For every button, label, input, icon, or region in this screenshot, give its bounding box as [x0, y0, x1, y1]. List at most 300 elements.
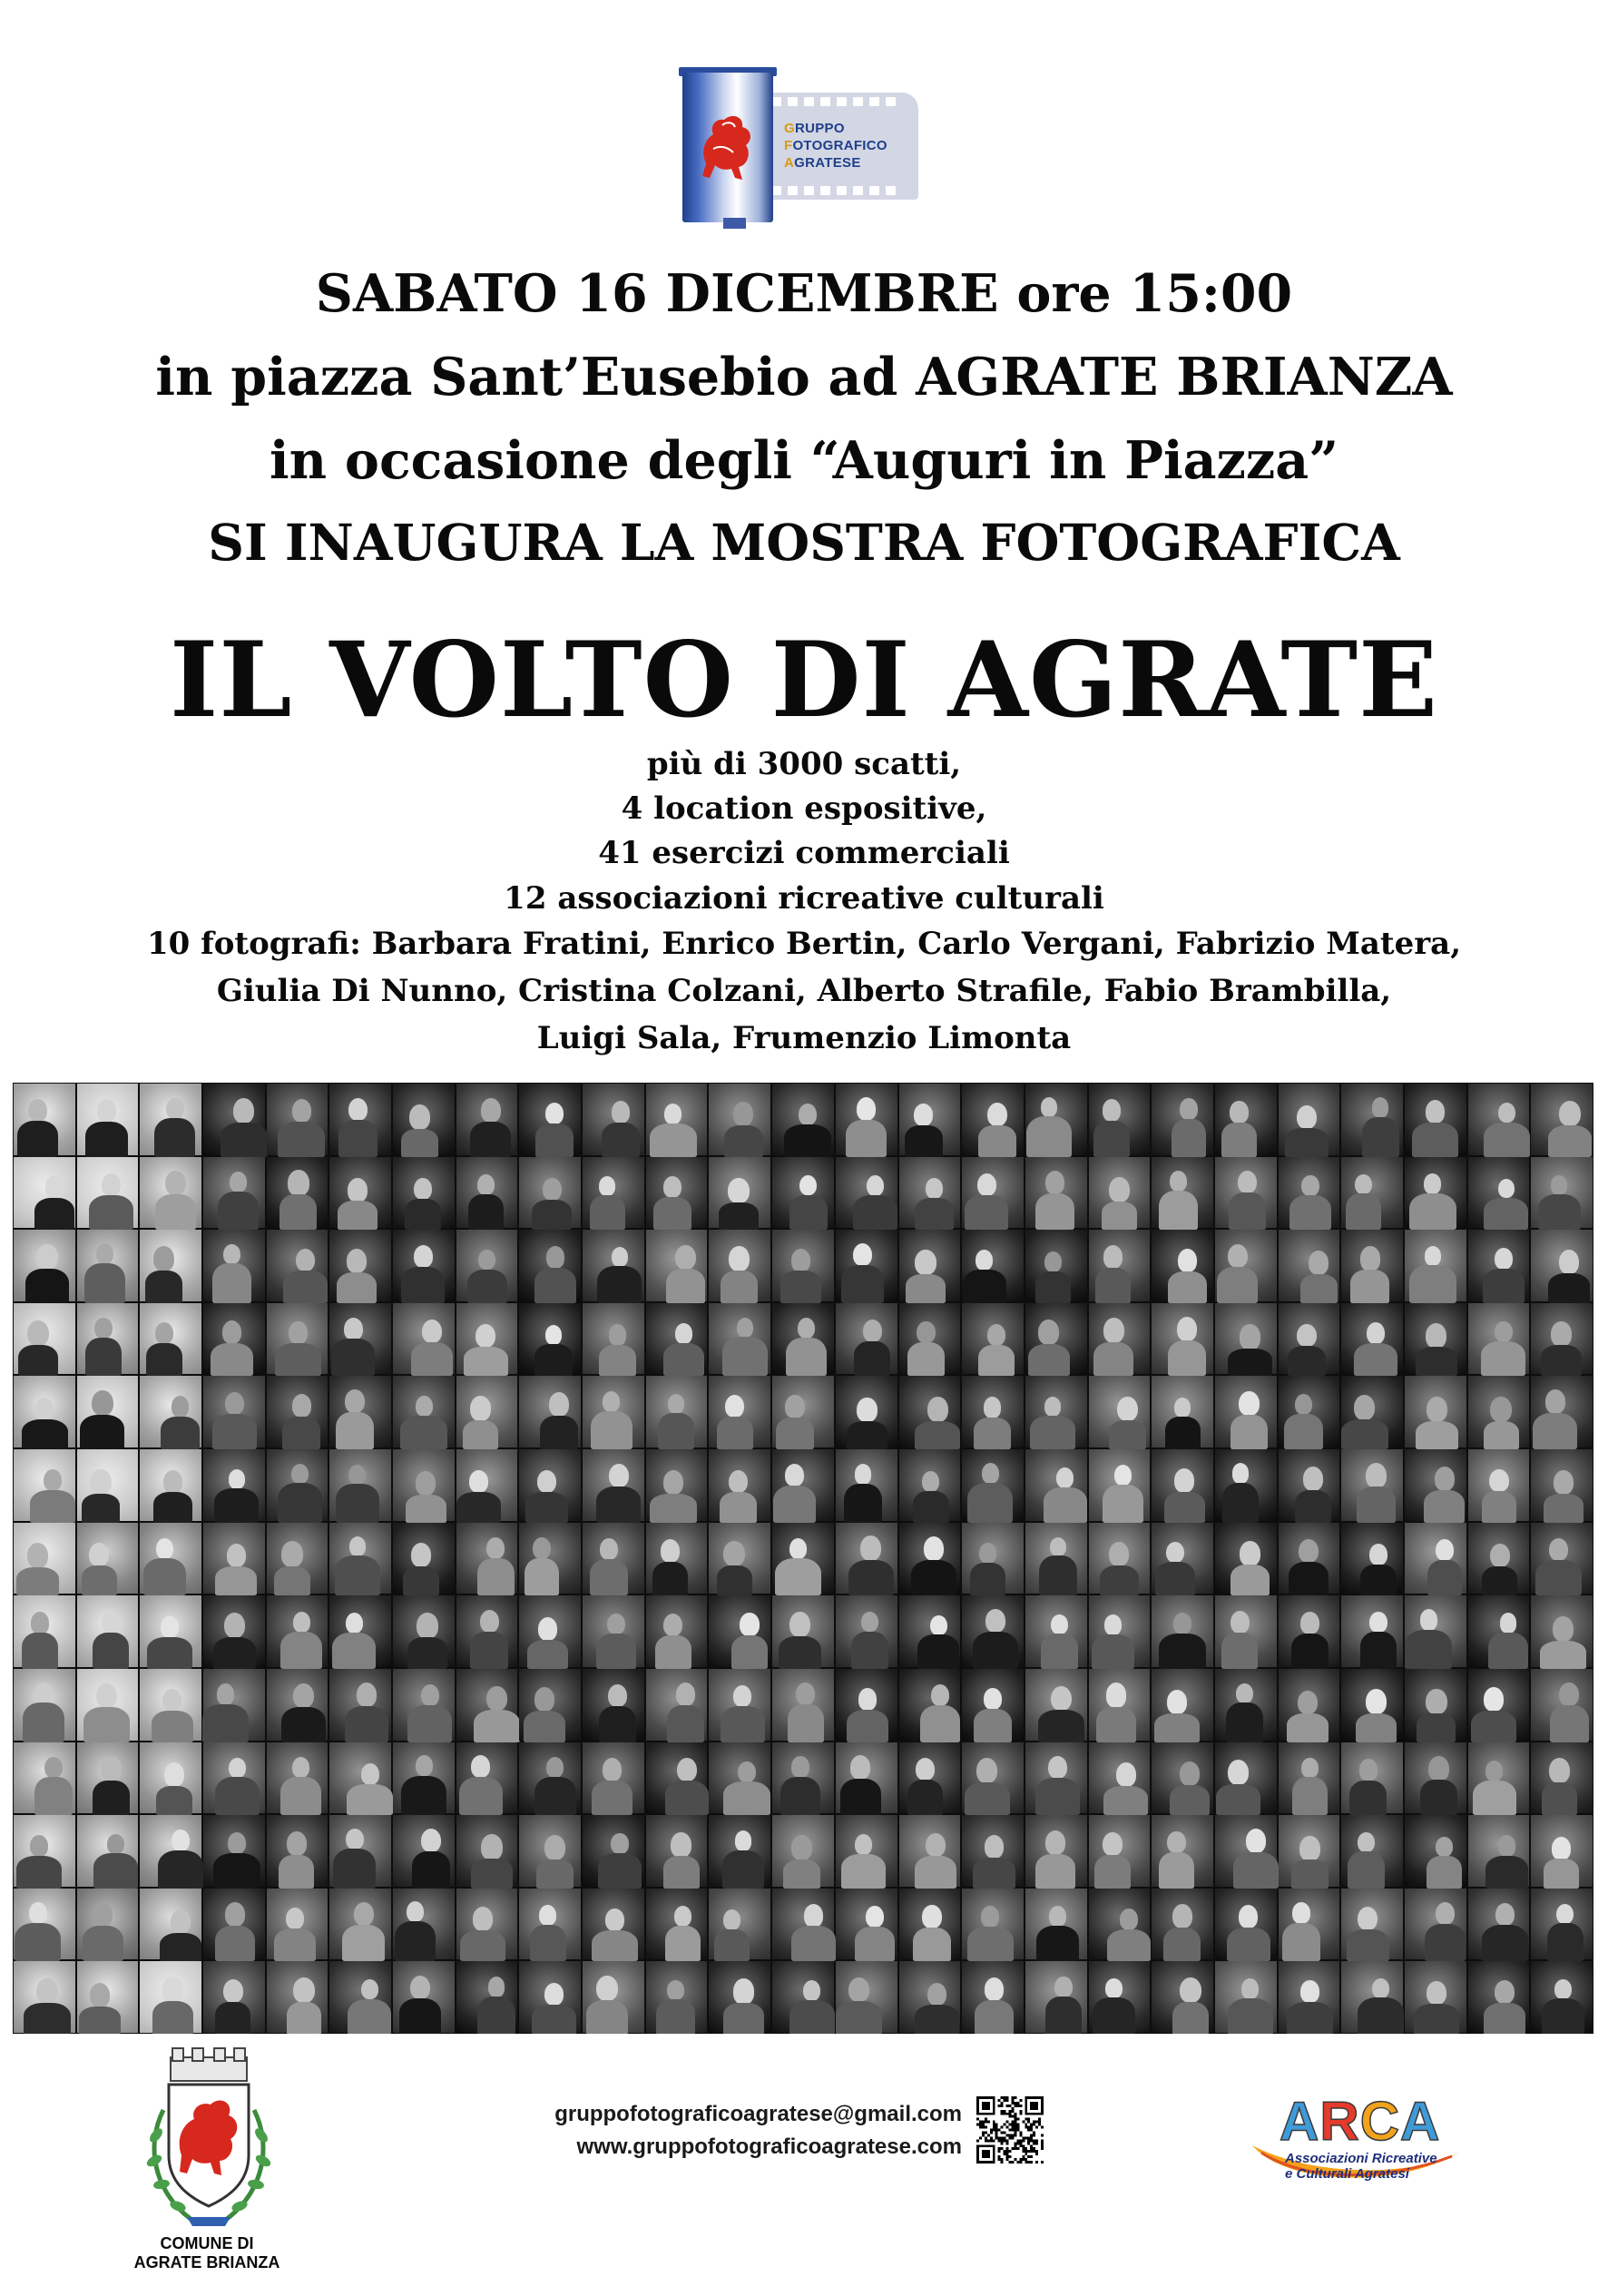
portrait-face	[1239, 1391, 1259, 1416]
portrait-face	[987, 1324, 1005, 1346]
portrait-photo	[583, 1595, 644, 1667]
portrait-face	[927, 1397, 948, 1422]
portrait-face	[1436, 1837, 1452, 1857]
portrait-body	[1285, 1128, 1328, 1157]
portrait-photo	[1341, 1230, 1403, 1301]
portrait-photo	[1341, 1376, 1403, 1447]
portrait-face	[286, 1908, 304, 1929]
portrait-photo	[646, 1230, 708, 1301]
portrait-photo	[519, 1230, 581, 1301]
portrait-photo	[393, 1303, 455, 1375]
portrait-photo	[836, 1669, 897, 1741]
portrait-photo	[646, 1449, 708, 1521]
portrait-body	[967, 1927, 1014, 1961]
portrait-face	[728, 1178, 749, 1203]
portrait-face	[27, 1320, 49, 1346]
portrait-body	[1103, 1485, 1143, 1523]
portrait-photo	[1405, 1376, 1466, 1447]
portrait-face	[663, 1470, 684, 1495]
portrait-face	[855, 1464, 871, 1484]
portrait-photo	[203, 1303, 265, 1375]
portrait-photo	[836, 1595, 897, 1667]
portrait-face	[544, 1983, 564, 2006]
portrait-photo	[899, 1376, 961, 1447]
portrait-face	[410, 1976, 430, 2000]
portrait-face	[976, 1250, 993, 1271]
portrait-body	[1356, 1713, 1397, 1742]
portrait-photo	[519, 1595, 581, 1667]
portrait-photo	[836, 1742, 897, 1814]
portrait-body	[15, 1923, 61, 1961]
portrait-face	[1369, 1612, 1387, 1633]
portrait-body	[791, 1926, 836, 1961]
portrait-face	[543, 1178, 562, 1201]
portrait-photo	[1341, 1523, 1403, 1594]
portrait-photo	[267, 1303, 328, 1375]
portrait-face	[1104, 1614, 1122, 1634]
portrait-face	[93, 1902, 113, 1927]
portrait-photo	[1025, 1303, 1087, 1375]
portrait-body	[1292, 1777, 1327, 1815]
portrait-body	[1164, 1492, 1205, 1523]
portrait-photo	[140, 1523, 201, 1594]
portrait-body	[161, 1417, 200, 1449]
portrait-photo	[77, 1669, 139, 1741]
portrait-face	[1301, 1175, 1319, 1196]
film-holes-bottom	[771, 186, 907, 195]
portrait-body	[336, 1484, 379, 1522]
portrait-face	[1297, 1105, 1317, 1130]
portrait-face	[1228, 1244, 1248, 1268]
portrait-photo	[77, 1084, 139, 1155]
portrait-body	[24, 2003, 71, 2034]
portrait-body	[337, 1272, 377, 1303]
portrait-body	[403, 1566, 439, 1596]
portrait-body	[279, 1855, 314, 1889]
portrait-photo	[1089, 1889, 1151, 1960]
portrait-face	[1172, 1904, 1192, 1928]
portrait-face	[537, 1470, 556, 1493]
portrait-photo	[1468, 1595, 1530, 1667]
portrait-face	[421, 1829, 441, 1852]
portrait-face	[225, 1392, 244, 1415]
portrait-face	[407, 1901, 424, 1922]
portrait-photo	[709, 1449, 770, 1521]
portrait-face	[1246, 1829, 1267, 1853]
detail-associations: 12 associazioni ricreative culturali	[504, 880, 1104, 917]
portrait-face	[1231, 1611, 1250, 1634]
portrait-photo	[140, 1230, 201, 1301]
portrait-face	[848, 1977, 869, 2002]
portrait-photo	[899, 1961, 961, 2033]
portrait-face	[92, 1390, 113, 1416]
portrait-body	[1168, 1340, 1206, 1376]
gruppo-fotografico-wordmark: GRUPPO FOTOGRAFICO AGRATESE	[784, 121, 887, 171]
portrait-photo	[1152, 1523, 1213, 1594]
portrait-photo	[1468, 1230, 1530, 1301]
portrait-body	[590, 1559, 628, 1596]
portrait-photo	[1468, 1303, 1530, 1375]
portrait-photo	[899, 1742, 961, 1814]
portrait-body	[1228, 1998, 1273, 2034]
portrait-body	[1484, 1421, 1519, 1449]
portrait-face	[985, 1609, 1005, 1633]
portrait-body	[212, 1263, 251, 1303]
portrait-photo	[1468, 1376, 1530, 1447]
portrait-photo	[456, 1742, 518, 1814]
portrait-face	[544, 1835, 565, 1860]
portrait-body	[840, 1779, 881, 1815]
portrait-face	[664, 1104, 681, 1124]
portrait-face	[217, 1683, 235, 1705]
portrait-body	[1300, 1274, 1338, 1303]
portrait-photo	[1152, 1157, 1213, 1229]
portrait-photo	[1531, 1961, 1593, 2033]
portrait-face	[1049, 1906, 1066, 1927]
portrait-face	[1354, 1395, 1375, 1420]
portrait-body	[1093, 1997, 1135, 2034]
portrait-photo	[203, 1376, 265, 1447]
portrait-body	[786, 1338, 826, 1377]
portrait-face	[663, 1614, 682, 1636]
portrait-photo	[1531, 1449, 1593, 1521]
portrait-body	[652, 1562, 688, 1596]
portrait-photo	[1089, 1815, 1151, 1887]
portrait-photo	[1341, 1595, 1403, 1667]
film-canister-spool	[723, 218, 746, 229]
portrait-photo	[14, 1815, 75, 1887]
portrait-body	[1233, 1852, 1279, 1889]
portrait-face	[1556, 1904, 1574, 1925]
portrait-face	[229, 1758, 245, 1778]
portrait-photo	[267, 1595, 328, 1667]
portrait-body	[596, 1487, 641, 1523]
portrait-photo	[456, 1376, 518, 1447]
portrait-body	[1159, 1191, 1198, 1230]
portrait-body	[1484, 1123, 1530, 1157]
portrait-face	[857, 1398, 877, 1422]
portrait-photo	[329, 1376, 391, 1447]
portrait-body	[407, 1705, 452, 1742]
portrait-photo	[267, 1742, 328, 1814]
portrait-face	[914, 1104, 933, 1126]
portrait-face	[222, 1320, 241, 1344]
portrait-photo	[140, 1595, 201, 1667]
portrait-body	[89, 1195, 133, 1230]
portrait-face	[1109, 1542, 1129, 1565]
portrait-face	[155, 1322, 173, 1344]
portrait-photo	[583, 1742, 644, 1814]
portrait-photo	[1025, 1230, 1087, 1301]
portrait-body	[25, 1269, 69, 1303]
portrait-face	[729, 1246, 750, 1271]
portrait-photo	[203, 1084, 265, 1155]
portrait-photo	[1025, 1376, 1087, 1447]
portrait-photo	[456, 1449, 518, 1521]
portrait-face	[791, 1756, 809, 1777]
portrait-photo	[1405, 1084, 1466, 1155]
portrait-body	[348, 1999, 391, 2035]
portrait-body	[1093, 1342, 1133, 1377]
portrait-face	[600, 1538, 618, 1560]
portrait-face	[97, 1099, 116, 1123]
portrait-face	[1178, 1249, 1197, 1272]
portrait-face	[229, 1469, 245, 1489]
portrait-photo	[1089, 1084, 1151, 1155]
portrait-face	[982, 1463, 999, 1484]
portrait-photo	[393, 1742, 455, 1814]
portrait-photo	[1152, 1449, 1213, 1521]
portrait-face	[785, 1395, 804, 1418]
portrait-face	[922, 1471, 939, 1492]
portrait-photo	[899, 1669, 961, 1741]
portrait-body	[30, 1490, 75, 1523]
portrait-body	[23, 1702, 64, 1742]
portrait-body	[275, 1343, 321, 1377]
exhibition-title: IL VOLTO DI AGRATE	[170, 619, 1438, 741]
portrait-photo	[267, 1084, 328, 1155]
portrait-face	[855, 1834, 872, 1855]
portrait-face	[549, 1392, 569, 1417]
event-location: in piazza Sant’Eusebio ad AGRATE BRIANZA	[155, 347, 1453, 407]
qr-code-icon[interactable]	[976, 2096, 1044, 2164]
portrait-face	[981, 1906, 999, 1928]
portrait-body	[1484, 1198, 1528, 1231]
portrait-photo	[267, 1961, 328, 2033]
event-announcement: SI INAUGURA LA MOSTRA FOTOGRAFICA	[208, 513, 1400, 572]
portrait-body	[1547, 1923, 1583, 1961]
portrait-face	[791, 1835, 812, 1859]
portrait-photo	[329, 1669, 391, 1741]
portrait-body	[143, 1558, 186, 1595]
portrait-photo	[962, 1669, 1024, 1741]
portrait-photo	[1279, 1449, 1340, 1521]
portrait-face	[414, 1245, 433, 1268]
portrait-body	[1420, 1780, 1456, 1815]
portrait-photo	[1215, 1742, 1277, 1814]
portrait-body	[978, 1125, 1016, 1156]
portrait-face	[1167, 1690, 1187, 1714]
portrait-face	[1426, 1323, 1446, 1348]
portrait-body	[1548, 1273, 1591, 1303]
portrait-body	[978, 1345, 1015, 1376]
portrait-body	[1044, 1487, 1087, 1522]
portrait-face	[1424, 1173, 1441, 1193]
portrait-face	[1485, 1761, 1503, 1781]
portrait-face	[789, 1538, 807, 1559]
portrait-body	[655, 1635, 691, 1669]
portrait-photo	[77, 1449, 139, 1521]
portrait-photo	[1405, 1742, 1466, 1814]
portrait-photo	[772, 1889, 834, 1960]
contact-website[interactable]: www.gruppofotograficoagratese.com	[576, 2134, 962, 2159]
portrait-photo	[1341, 1669, 1403, 1741]
portrait-photo	[1215, 1815, 1277, 1887]
portrait-photo	[962, 1742, 1024, 1814]
portrait-body	[1093, 1121, 1129, 1156]
portrait-face	[224, 1613, 246, 1638]
portrait-body	[667, 1705, 704, 1742]
portrait-face	[1436, 1902, 1455, 1925]
portrait-body	[779, 1636, 821, 1669]
portrait-photo	[456, 1230, 518, 1301]
portrait-face	[166, 1098, 183, 1119]
portrait-face	[1038, 1320, 1059, 1344]
portrait-face	[1298, 1691, 1318, 1714]
portrait-photo	[772, 1157, 834, 1229]
portrait-photo	[1531, 1376, 1593, 1447]
portrait-body	[17, 1121, 58, 1156]
portrait-photo	[1152, 1084, 1213, 1155]
portrait-body	[847, 1710, 888, 1742]
portrait-body	[1222, 1483, 1259, 1523]
portrait-body	[1360, 1632, 1396, 1668]
portrait-face	[603, 1758, 623, 1781]
portrait-face	[612, 1101, 631, 1123]
portrait-face	[1436, 1539, 1454, 1561]
portrait-photo	[1152, 1815, 1213, 1887]
portrait-body	[599, 1706, 636, 1742]
portrait-body	[470, 1632, 508, 1669]
portrait-body	[721, 1706, 765, 1742]
portrait-face	[287, 1831, 307, 1855]
portrait-photo	[329, 1449, 391, 1521]
portrait-photo	[456, 1157, 518, 1229]
portrait-photo	[519, 1303, 581, 1375]
portrait-face	[36, 1978, 57, 2004]
portrait-photo	[1089, 1376, 1151, 1447]
arca-logo	[1250, 2087, 1468, 2196]
portrait-body	[783, 1859, 820, 1889]
portrait-body	[788, 1704, 823, 1742]
portrait-face	[1106, 1683, 1127, 1707]
portrait-photo	[456, 1815, 518, 1887]
portrait-photo	[393, 1084, 455, 1155]
portrait-photo	[583, 1815, 644, 1887]
portrait-photo	[1405, 1157, 1466, 1229]
detail-locations: 4 location espositive,	[621, 790, 987, 827]
portrait-photo	[267, 1230, 328, 1301]
portrait-body	[221, 1123, 268, 1157]
portrait-face	[1166, 1542, 1184, 1564]
portrait-photo	[646, 1376, 708, 1447]
portrait-face	[1552, 1837, 1571, 1859]
portrait-body	[1035, 1271, 1071, 1302]
portrait-photo	[836, 1303, 897, 1375]
portrait-body	[1471, 1711, 1516, 1742]
portrait-body	[723, 1781, 770, 1815]
portrait-face	[1490, 1397, 1511, 1422]
portrait-body	[1035, 1854, 1074, 1889]
portrait-body	[1287, 1713, 1329, 1742]
portrait-face	[723, 1909, 740, 1930]
portrait-photo	[456, 1303, 518, 1375]
portrait-face	[227, 1544, 247, 1567]
portrait-body	[1165, 1417, 1201, 1449]
portrait-body	[723, 2003, 764, 2034]
portrait-body	[280, 1632, 322, 1669]
portrait-face	[608, 1684, 627, 1707]
portrait-photo	[709, 1303, 770, 1375]
portrait-face	[1174, 1398, 1191, 1418]
portrait-photo	[1025, 1449, 1087, 1521]
portrait-photo	[1405, 1230, 1466, 1301]
portrait-body	[155, 1194, 196, 1230]
portrait-face	[1495, 1248, 1513, 1270]
portrait-photo	[1405, 1669, 1466, 1741]
portrait-face	[1484, 1687, 1504, 1711]
portrait-body	[1159, 1634, 1206, 1669]
portrait-face	[1554, 1470, 1574, 1495]
portrait-face	[1116, 1762, 1136, 1787]
portrait-photo	[456, 1595, 518, 1667]
portrait-photo	[203, 1449, 265, 1521]
portrait-photo	[1152, 1742, 1213, 1814]
portrait-photo	[1279, 1157, 1340, 1229]
portrait-body	[338, 1201, 377, 1230]
portrait-body	[913, 1928, 951, 1962]
portrait-face	[1044, 1251, 1062, 1272]
portrait-face	[789, 1612, 810, 1637]
portrait-body	[333, 1849, 376, 1888]
portrait-photo	[583, 1084, 644, 1155]
portrait-body	[597, 1266, 642, 1303]
portrait-face	[34, 1683, 52, 1703]
portrait-body	[214, 1488, 259, 1522]
portrait-body	[665, 1926, 701, 1961]
portrait-photo	[583, 1157, 644, 1229]
portrait-photo	[1405, 1595, 1466, 1667]
portrait-body	[965, 1782, 1010, 1815]
portrait-face	[1559, 1250, 1579, 1274]
portrait-face	[31, 1612, 49, 1634]
portrait-body	[1416, 1347, 1457, 1376]
portrait-body	[468, 1194, 504, 1230]
portrait-photo	[709, 1084, 770, 1155]
portrait-photo	[14, 1157, 75, 1229]
portrait-face	[293, 1612, 310, 1633]
portrait-body	[464, 1347, 507, 1376]
portrait-body	[213, 1853, 260, 1889]
portrait-body	[332, 1633, 376, 1669]
portrait-face	[1360, 1246, 1381, 1271]
portrait-photo	[899, 1449, 961, 1521]
portrait-face	[348, 1465, 366, 1486]
portrait-face	[663, 1176, 681, 1198]
portrait-photo	[329, 1157, 391, 1229]
portrait-face	[545, 1325, 563, 1345]
portrait-face	[163, 1470, 182, 1493]
portrait-photo	[646, 1742, 708, 1814]
portrait-face	[1054, 1977, 1072, 1997]
contact-email[interactable]: gruppofotograficoagratese@gmail.com	[554, 2102, 962, 2126]
portrait-photo	[1531, 1303, 1593, 1375]
portrait-face	[661, 1539, 681, 1563]
portrait-face	[1553, 1616, 1574, 1642]
portrait-face	[738, 1761, 756, 1783]
portrait-photo	[329, 1595, 391, 1667]
portrait-body	[1427, 1856, 1462, 1888]
portrait-body	[1548, 1125, 1592, 1157]
portrait-body	[459, 1777, 503, 1815]
portrait-body	[460, 1930, 505, 1962]
portrait-body	[1535, 1560, 1582, 1595]
portrait-photo	[14, 1669, 75, 1741]
portrait-photo	[772, 1815, 834, 1887]
portrait-body	[347, 1784, 393, 1815]
portrait-photo	[583, 1889, 644, 1960]
portrait-photo	[1152, 1595, 1213, 1667]
